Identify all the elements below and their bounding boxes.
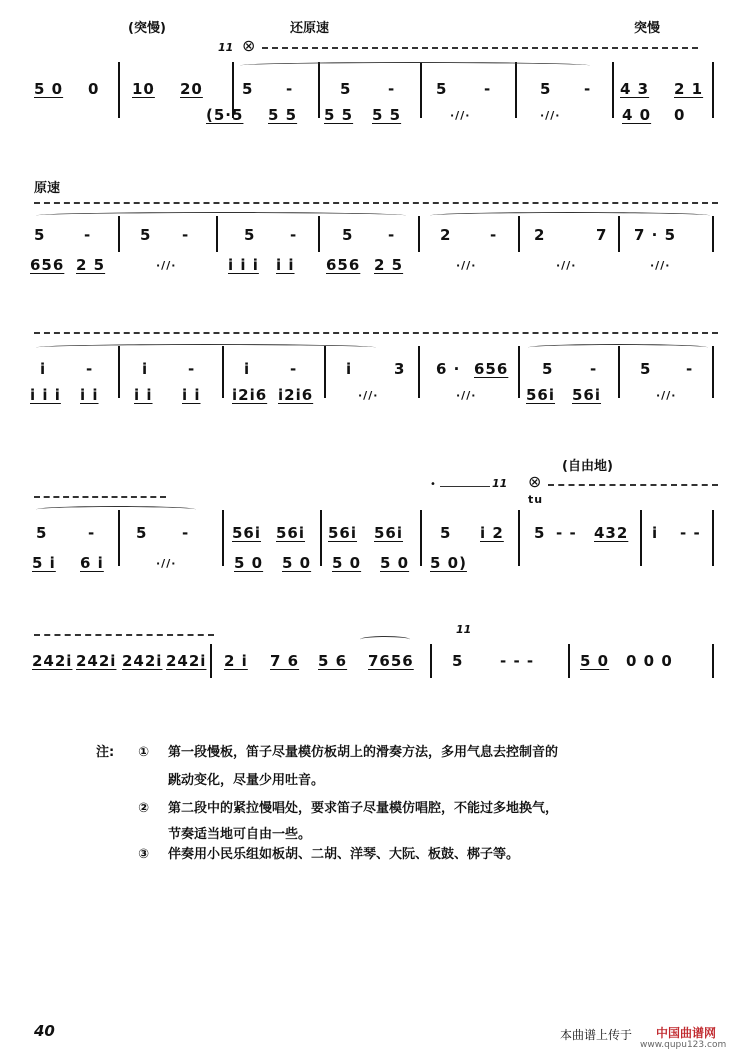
note: - - bbox=[556, 524, 577, 542]
accomp-note: (5·5 bbox=[206, 106, 244, 124]
note: - - - bbox=[500, 652, 535, 670]
note: 5 bbox=[34, 226, 46, 244]
accomp-note: 5 0 bbox=[282, 554, 312, 572]
note: 5 6 bbox=[318, 652, 348, 670]
note: - bbox=[388, 226, 396, 244]
note: 6 · bbox=[436, 360, 461, 378]
note: 20 bbox=[180, 80, 203, 98]
tempo-dashed-line bbox=[34, 496, 166, 498]
note: 5 bbox=[452, 652, 464, 670]
tempo-dashed-line bbox=[548, 484, 718, 486]
note: i 2 bbox=[480, 524, 504, 542]
barline bbox=[712, 216, 714, 252]
note-marker: ① bbox=[138, 745, 150, 760]
simile-mark: ·//· bbox=[456, 259, 477, 272]
barline bbox=[618, 216, 620, 252]
coda-symbol: ⊗ bbox=[528, 472, 542, 491]
note: 7656 bbox=[368, 652, 414, 670]
barline bbox=[318, 62, 320, 118]
note: 5 bbox=[540, 80, 552, 98]
barline bbox=[420, 510, 422, 566]
tempo-dashed-line bbox=[34, 202, 718, 204]
note: 2 bbox=[440, 226, 452, 244]
accomp-note: 5 5 bbox=[372, 106, 402, 124]
simile-mark: ·//· bbox=[156, 557, 177, 570]
simile-mark: ·//· bbox=[556, 259, 577, 272]
note: 5 bbox=[436, 80, 448, 98]
simile-mark: ·//· bbox=[656, 389, 677, 402]
barline bbox=[515, 62, 517, 118]
barline bbox=[318, 216, 320, 252]
note: 2 i bbox=[224, 652, 248, 670]
note: 5 bbox=[140, 226, 152, 244]
notes-label: 注: bbox=[96, 745, 115, 760]
note: i bbox=[346, 360, 353, 378]
barline bbox=[222, 510, 224, 566]
accomp-note: i2i6 bbox=[232, 386, 268, 404]
barline bbox=[640, 510, 642, 566]
barline bbox=[568, 644, 570, 678]
accomp-note: 56i bbox=[526, 386, 556, 404]
note: i bbox=[652, 524, 659, 542]
note-text-line: 跳动变化，尽量少用吐音。 bbox=[168, 773, 325, 788]
note-text-line: 第二段中的紧拉慢唱处，要求笛子尽量模仿唱腔，不能过多地换气， bbox=[168, 801, 559, 816]
crescendo-line bbox=[440, 486, 490, 487]
note: 56i bbox=[276, 524, 306, 542]
fermata-mark: 11 bbox=[218, 41, 234, 54]
tempo-mark-yuansu: 原速 bbox=[34, 181, 61, 196]
barline bbox=[712, 346, 714, 398]
barline bbox=[430, 644, 432, 678]
accomp-note: 2 5 bbox=[374, 256, 404, 274]
accomp-note: i2i6 bbox=[278, 386, 314, 404]
barline bbox=[712, 644, 714, 678]
note: 56i bbox=[328, 524, 358, 542]
simile-mark: ·//· bbox=[650, 259, 671, 272]
note: - bbox=[86, 360, 94, 378]
note: - bbox=[484, 80, 492, 98]
note: 7 6 bbox=[270, 652, 300, 670]
barline bbox=[210, 644, 212, 678]
note-text-line: 伴奏用小民乐组如板胡、二胡、洋琴、大阮、板鼓、梆子等。 bbox=[168, 847, 520, 862]
barline bbox=[418, 216, 420, 252]
dot-marker: • bbox=[430, 479, 436, 490]
note: 5 0 bbox=[580, 652, 610, 670]
accomp-note: 6 i bbox=[80, 554, 104, 572]
note: 5 bbox=[640, 360, 652, 378]
note: 432 bbox=[594, 524, 629, 542]
note: - bbox=[388, 80, 396, 98]
slur bbox=[36, 506, 196, 513]
note: 5 bbox=[36, 524, 48, 542]
tempo-dashed-line bbox=[262, 47, 698, 49]
barline bbox=[118, 216, 120, 252]
note-text-line: 第一段慢板，笛子尽量模仿板胡上的滑奏方法，多用气息去控制音的 bbox=[168, 745, 559, 760]
note: 5 bbox=[342, 226, 354, 244]
note: - bbox=[590, 360, 598, 378]
barline bbox=[118, 62, 120, 118]
barline bbox=[118, 346, 120, 398]
note: - bbox=[182, 524, 190, 542]
note: 5 bbox=[542, 360, 554, 378]
note: 56i bbox=[232, 524, 262, 542]
barline bbox=[518, 510, 520, 566]
note: - bbox=[686, 360, 694, 378]
barline bbox=[712, 510, 714, 566]
barline bbox=[518, 216, 520, 252]
note: 5 bbox=[440, 524, 452, 542]
note: 242i bbox=[32, 652, 73, 670]
barline bbox=[118, 510, 120, 566]
fermata-mark: 11 bbox=[492, 477, 508, 490]
note: 5 bbox=[340, 80, 352, 98]
barline bbox=[216, 216, 218, 252]
accomp-note: 5 0 bbox=[332, 554, 362, 572]
accomp-note: 4 0 bbox=[622, 106, 652, 124]
note: i bbox=[244, 360, 251, 378]
simile-mark: ·//· bbox=[156, 259, 177, 272]
note: - bbox=[490, 226, 498, 244]
note: 0 0 0 bbox=[626, 652, 673, 670]
page-number: 40 bbox=[34, 1022, 55, 1040]
accomp-note: i i bbox=[134, 386, 153, 404]
barline bbox=[324, 346, 326, 398]
note: - bbox=[290, 360, 298, 378]
note: 7 · 5 bbox=[634, 226, 677, 244]
simile-mark: ·//· bbox=[450, 109, 471, 122]
note: - bbox=[182, 226, 190, 244]
slur bbox=[528, 344, 708, 351]
fermata-mark: 11 bbox=[456, 623, 472, 636]
tempo-mark-tuman: (突慢) bbox=[128, 21, 166, 36]
footer-brand[interactable]: 中国曲谱网 bbox=[656, 1026, 717, 1040]
footer-url[interactable]: www.qupu123.com bbox=[640, 1040, 727, 1050]
slur bbox=[240, 62, 590, 69]
slur bbox=[360, 636, 410, 643]
simile-mark: ·//· bbox=[358, 389, 379, 402]
tempo-dashed-line bbox=[34, 634, 214, 636]
tempo-mark-huan-yuansu: 还原速 bbox=[290, 21, 330, 36]
tonguing-mark: tu bbox=[528, 493, 544, 506]
note: 5 bbox=[136, 524, 148, 542]
footer-upload-text: 本曲谱上传于 bbox=[560, 1028, 633, 1042]
slur bbox=[36, 344, 376, 351]
note: 3 bbox=[394, 360, 406, 378]
note: 242i bbox=[166, 652, 207, 670]
tempo-dashed-line bbox=[34, 332, 718, 334]
barline bbox=[418, 346, 420, 398]
note-marker: ② bbox=[138, 801, 150, 816]
slur bbox=[36, 212, 406, 219]
note: 242i bbox=[76, 652, 117, 670]
barline bbox=[320, 510, 322, 566]
accomp-note: 5 0) bbox=[430, 554, 467, 572]
note: 5 bbox=[244, 226, 256, 244]
note: 2 1 bbox=[674, 80, 704, 98]
note: 56i bbox=[374, 524, 404, 542]
note: - bbox=[286, 80, 294, 98]
accomp-note: 5 0 bbox=[234, 554, 264, 572]
tempo-mark-ziyoudi: (自由地) bbox=[562, 459, 613, 474]
note: 7 bbox=[596, 226, 608, 244]
simile-mark: ·//· bbox=[540, 109, 561, 122]
note-text-line: 节奏适当地可自由一些。 bbox=[168, 827, 312, 842]
accomp-note: i i i bbox=[228, 256, 259, 274]
note: 10 bbox=[132, 80, 155, 98]
note: 5 0 bbox=[34, 80, 64, 98]
note: - - bbox=[680, 524, 701, 542]
accomp-note: 2 5 bbox=[76, 256, 106, 274]
barline bbox=[420, 62, 422, 118]
barline bbox=[518, 346, 520, 398]
accomp-note: 56i bbox=[572, 386, 602, 404]
accomp-note: i i bbox=[182, 386, 201, 404]
accomp-note: 5 0 bbox=[380, 554, 410, 572]
barline bbox=[612, 62, 614, 118]
note: - bbox=[88, 524, 96, 542]
note: 242i bbox=[122, 652, 163, 670]
note: 656 bbox=[474, 360, 509, 378]
accomp-note: 0 bbox=[674, 106, 686, 124]
accomp-note: 656 bbox=[30, 256, 65, 274]
barline bbox=[618, 346, 620, 398]
accomp-note: 5 i bbox=[32, 554, 56, 572]
note: - bbox=[584, 80, 592, 98]
slur bbox=[430, 212, 710, 219]
accomp-note: i i i bbox=[30, 386, 61, 404]
accomp-note: 5 5 bbox=[268, 106, 298, 124]
note: 2 bbox=[534, 226, 546, 244]
barline bbox=[222, 346, 224, 398]
barline bbox=[712, 62, 714, 118]
accomp-note: 656 bbox=[326, 256, 361, 274]
accomp-note: i i bbox=[276, 256, 295, 274]
note: i bbox=[40, 360, 47, 378]
note: - bbox=[84, 226, 92, 244]
coda-symbol: ⊗ bbox=[242, 36, 256, 55]
note: i bbox=[142, 360, 149, 378]
note: 5 bbox=[242, 80, 254, 98]
simile-mark: ·//· bbox=[456, 389, 477, 402]
tempo-mark-tuman-2: 突慢 bbox=[634, 21, 661, 36]
note: - bbox=[290, 226, 298, 244]
accomp-note: 5 5 bbox=[324, 106, 354, 124]
note: 4 3 bbox=[620, 80, 650, 98]
note: 5 bbox=[534, 524, 546, 542]
accomp-note: i i bbox=[80, 386, 99, 404]
note: - bbox=[188, 360, 196, 378]
note: 0 bbox=[88, 80, 100, 98]
note-marker: ③ bbox=[138, 847, 150, 862]
